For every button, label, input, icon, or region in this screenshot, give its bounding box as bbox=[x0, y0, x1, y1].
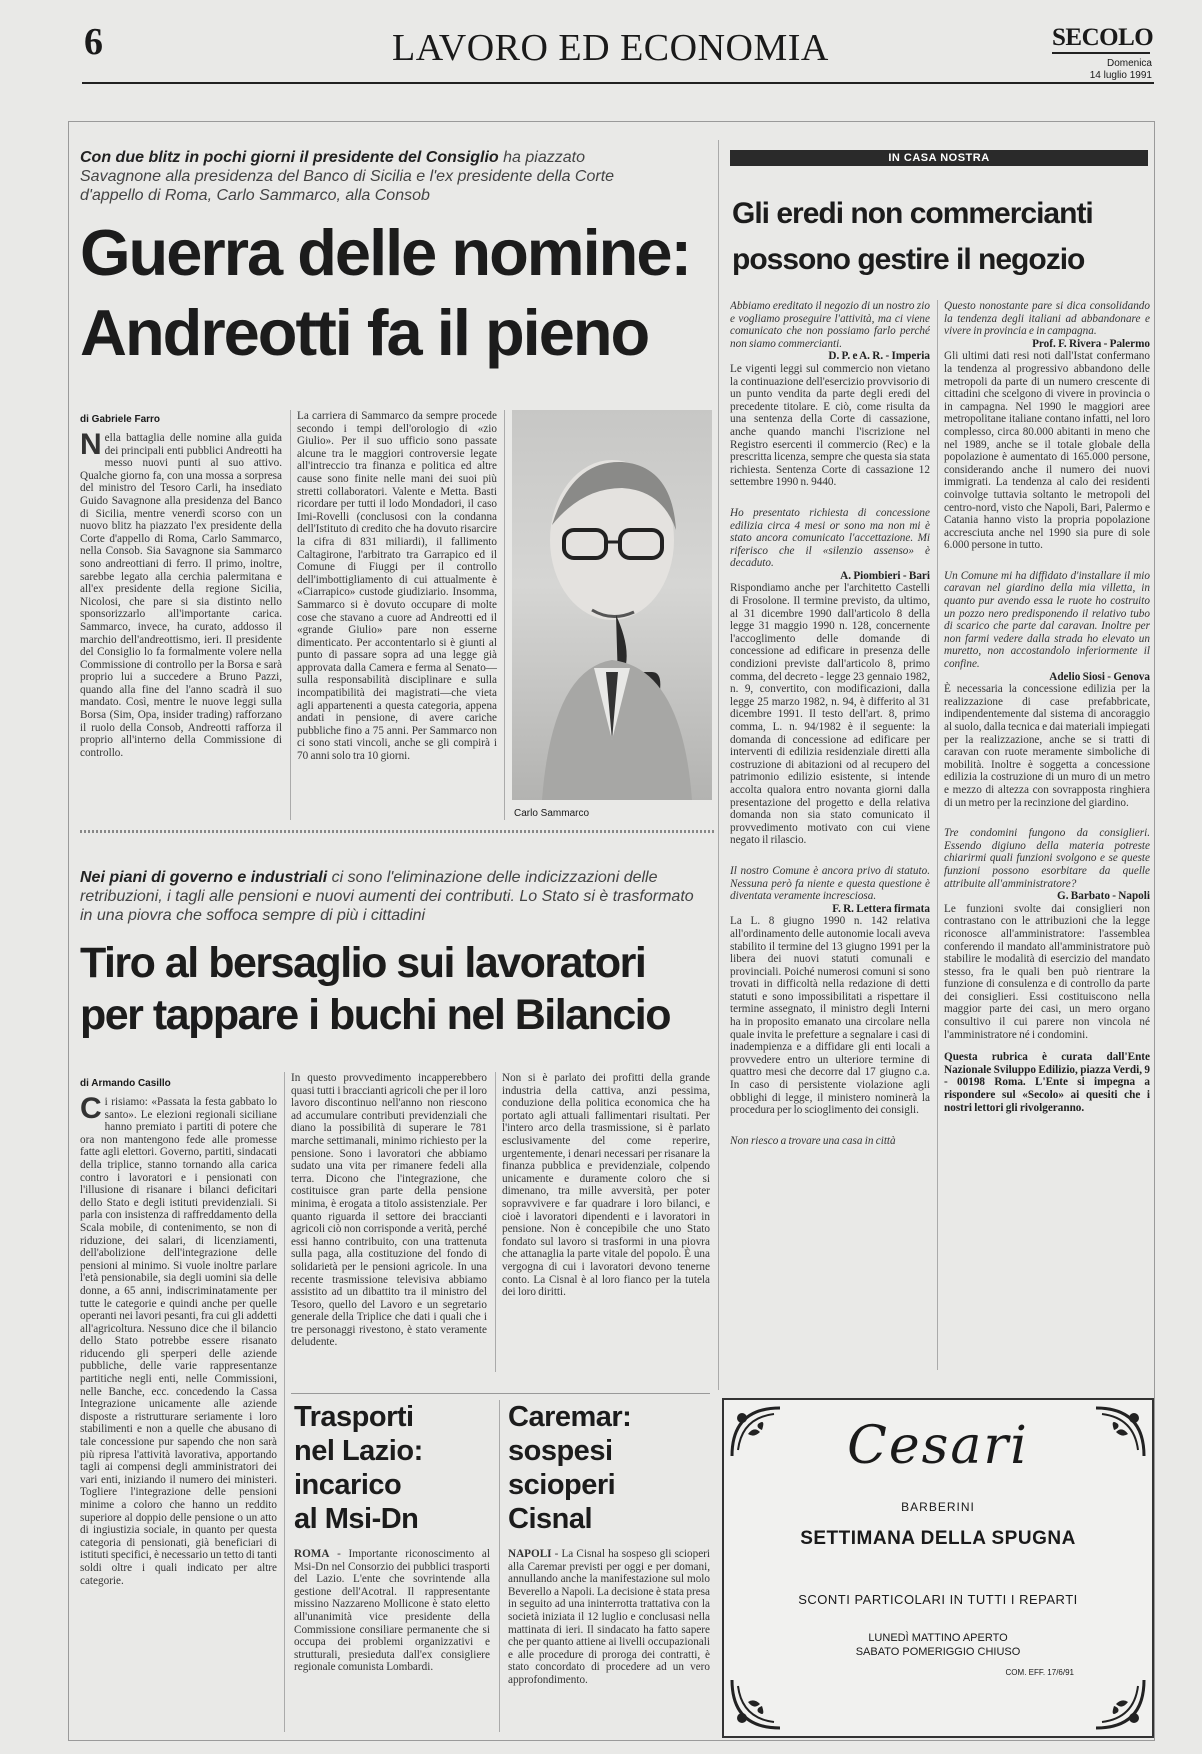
rubrica-col2-answer-3: Le funzioni svolte dai consiglieri non contrastano con le attribuzioni che la legge riconosce all'amministratore: l'assemblea conferendo il mandato all'amministratore può stabilire le modalità di esercizio del mandato stesso, fra le quali ben può rientrare la funzione di consulenza e di controllo da parte dei consiglieri. Essi costituiscono nella maggior parte dei casi, un mero organo consultivo il cui parere non vincola né l'amministratore né i condomini. bbox=[944, 902, 1150, 1041]
bersaglio-col-3: Non si è parlato dei profitti della grande industria della cattiva, anzi pessima, conduzione della politica economica che ha portato agli attuali fallimentari risultati. Per l'intero arco della trasmissione, si è parlato esclusivamente del come reperire, urgentemente, i denari necessari per risanare la finanza pubblica e previdenziale, colpendo unicamente e duramente coloro che si dimenano, tra mille avversità, per poter sopravvivere e far quadrare i loro bilanci, e cioè i lavoratori dipendenti e i lavoratori in pensione. Non è concepibile che uno Stato fondato sul lavoro si trasformi in una piovra che attanaglia la parte vitale del popolo. È una vergogna di cui i lavoratori devono tenerne conto. La Cisnal è al loro fianco per la tutela dei loro diritti. bbox=[502, 1072, 710, 1299]
caremar-body bbox=[508, 1548, 710, 1734]
caremar-body-text: - La Cisnal ha sospeso gli scioperi alla Caremar previsti per oggi e per domani, annullando anche la manifestazione sul molo Beverello a Napoli. La decisione è stata presa in seguito ad una ininterrotta trattativa con la società iniziata il 12 luglio e conclusasi nella mattinata di ieri. Il sindacato ha fatto sapere che per quanto attiene ai livelli occupazionali e alle procedure di proroga dei contratti, è stato concordato di procedere ad un vero approfondimento. bbox=[508, 1548, 710, 1686]
masthead-date: 14 luglio 1991 bbox=[1089, 70, 1152, 81]
caremar-headline-line-1: Caremar: bbox=[508, 1401, 632, 1433]
ad-brand: Cesari bbox=[847, 1416, 1029, 1476]
trasporti-headline-line-2: nel Lazio: bbox=[294, 1435, 423, 1467]
masthead-rule bbox=[82, 82, 1154, 84]
rubrica-signature-2: A. Piombieri - Bari bbox=[840, 569, 930, 582]
bersaglio-col-1-text: i risiamo: «Passata la festa gabbato lo santo». Le elezioni regionali siciliane hanno premiato i partiti di potere che ora non mantengono fede alle promesse fatte agli elettori. Governo, partiti, sindacati della triplice, stanno tornando alla carica contro i lavoratori e i pensionati con l'illusione di risanare i bilanci deficitari dello Stato e degli istituti previdenziali. Si parla con insistenza di raffreddamento della Scala mobile, di contenimento, se non di riduzione, dei salari, di licenziamenti, dell'abolizione dell'integrazione delle pensioni al minimo. Si vuole inoltre parlare l'età pensionabile, sia degli uomini sia delle donne, a 65 anni, indiscriminatamente per tutte le categorie e quindi anche per quelle operanti nei lavori pesanti, fra cui gli addetti all'agricoltura. Nessuno dice che il bilancio dello Stato potrebbe essere risanato riducendo gli sperperi delle aziende pubbliche, delle varie rappresentanze partitiche negli enti, nelle Commissioni, nelle Banche, ecc. concedendo la Cassa Integrazione unicamente alle aziende disposte a ristrutturare seriamente i loro stabilimenti e non a quelle che abusano di tale concessione pur sapendo che non sarà più ripresa l'attività lavorativa, apportando tagli ai compensi degli amministratori dei vari enti, iniziando il numero dei ministeri. Togliere l'integrazione delle pensioni minime a coloro che hanno un reddito superiore al doppio delle pensione o un atto di ingiustizia sociale, in quanto per questa categoria di pensionati, già beneficiari di istituti specifici, è necessario un tetto di tanti soldi oltre i quali indicato per altre categorie. bbox=[80, 1096, 277, 1587]
ad-sub: BARBERINI bbox=[901, 1500, 975, 1514]
caremar-headline bbox=[508, 1400, 631, 1536]
rubrica-col2-question-3: Tre condomini fungono da consiglieri. Essendo digiuno della materia potreste chiarirmi quali funzioni svolgono e se queste funzioni possono esorbitare da quelle attribuite all'amministratore? bbox=[944, 827, 1150, 890]
rubrica-col2-signature-2: Adelio Siosi - Genova bbox=[1049, 670, 1150, 683]
trasporti-headline bbox=[294, 1400, 423, 1536]
nomine-photo-caption: Carlo Sammarco bbox=[514, 808, 590, 819]
rubrica-answer-1: Le vigenti leggi sul commercio non vietano la continuazione dell'esercizio provvisorio di un punto vendita da parte degli eredi del precedente titolare. E ciò, come risulta da una sentenza della Corte di cassazione, anche quando manchi l'iscrizione nel Registro esercenti il commercio (Rec) e la prescritta licenza, sempre che questa sia stata richiesta. Sentenza Corte di cassazione 12 settembre 1990 n. 9440. bbox=[730, 362, 930, 489]
ad-code: COM. EFF. 17/6/91 bbox=[1005, 1668, 1074, 1677]
nomine-byline: di Gabriele Farro bbox=[80, 414, 161, 425]
ad-corner-ornament-icon bbox=[728, 1676, 784, 1732]
section-title: LAVORO ED ECONOMIA bbox=[392, 27, 829, 69]
bersaglio-headline-1: Tiro al bersaglio sui lavoratori bbox=[80, 939, 646, 987]
paper-name: SECOLO bbox=[1052, 24, 1154, 51]
trasporti-headline-line-1: Trasporti bbox=[294, 1401, 414, 1433]
nomine-deck-rest: ha piazzato Savagnone alla presidenza del Banco di Sicilia e l'ex presidente della Corte d'appello di Roma, Carlo Sammarco, alla Consob bbox=[80, 149, 615, 204]
pipe-portrait-photo bbox=[512, 410, 712, 800]
trasporti-top-rule bbox=[291, 1393, 710, 1394]
rubrica-col2-answer-1: Gli ultimi dati resi noti dall'Istat confermano la tendenza al progressivo abbandono delle metropoli da parte di un numero crescente di cittadini che scelgono di vivere in provincia o in campagna. Nel 1990 le maggiori aree metropolitane italiane contano infatti, nel loro complesso, circa 80.000 abitanti in meno che nel 1989, anche se il totale globale della popolazione è aumentato di 165.000 persone, considerando anche il numero dei nuovi immigrati. La tendenza al calo dei residenti coinvolge tuttavia soltanto le metropoli del centro-nord, visto che Napoli, Bari, Palermo e Catania hanno visto la propria popolazione accresciuta anche nel 1990 sia pure di sole 6.000 persone in tutto. bbox=[944, 350, 1150, 552]
masthead-day: Domenica bbox=[1106, 58, 1152, 69]
nomine-headline-2: Andreotti fa il pieno bbox=[80, 296, 649, 369]
cesari-ad bbox=[722, 1398, 1154, 1738]
ad-corner-ornament-icon bbox=[1092, 1676, 1148, 1732]
trasporti-divider bbox=[499, 1400, 500, 1732]
bersaglio-headline-2: per tappare i buchi nel Bilancio bbox=[80, 991, 670, 1039]
bersaglio-byline: di Armando Casillo bbox=[80, 1078, 171, 1089]
nomine-headline-1: Guerra delle nomine: bbox=[80, 216, 691, 289]
masthead-rule-thin bbox=[1052, 52, 1150, 54]
nomine-dropcap: N bbox=[80, 432, 102, 461]
ad-hours-1: LUNEDÌ MATTINO APERTO bbox=[868, 1632, 1008, 1644]
nomine-photo bbox=[512, 410, 712, 800]
nomine-col-1-text: ella battaglia delle nomine alla guida dei principali enti pubblici Andreotti ha messo nuovi punti al suo attivo. Qualche giorno fa, con una mossa a sorpresa del ministro del Tesoro Carli, ha insediato Guido Savagnone alla presidenza del Banco di Sicilia, mentre venerdì scorso con un nuovo blitz ha piazzato l'ex presidente della Corte d'appello di Roma, Carlo Sammarco, nella Consob. Sia Savagnone sia Sammarco sono andreottiani di ferro. Il primo, inoltre, sarebbe legato alla cerchia palermitana e all'ex presidente della regione Sicilia, Nicolosi, che pare si sia distinto nello sponsorizzarlo all'importante carica. Sammarco, invece, ha curato, addosso il marchio dell'andreottismo, ieri. Il presidente del Consiglio lo fa formalmente volere nella Commissione di controllo per la Borsa e sarà proprio lui a succedere a Bruno Pazzi, quando alla fine del l'anno scadrà il suo mandato. Così, mentre le nuove leggi sulla Borsa (Sim, Opa, insider trading) rafforzano il ruolo della Consob, Andreotti rafforza il proprio all'interno della Commissione di controllo. bbox=[80, 432, 282, 759]
rubrica-col2-question-1: Questo nonostante pare si dica consolidando la tendenza degli italiani ad abbandonare e vivere in provincia e in campagna. bbox=[944, 300, 1150, 338]
bersaglio-col-1 bbox=[80, 1096, 277, 1732]
bersaglio-col-divider-1 bbox=[284, 1072, 285, 1732]
bersaglio-deck-rest: ci sono l'eliminazione delle indicizzazioni delle retribuzioni, i tagli alle pensioni e nuovi aumenti dei contributi. Lo Stato si è trasformato in una piovra che soffoca sempre di più i cittadini bbox=[80, 869, 694, 924]
caremar-headline-line-3: scioperi bbox=[508, 1469, 616, 1501]
main-column-divider bbox=[718, 140, 719, 1390]
caremar-headline-line-2: sospesi bbox=[508, 1435, 613, 1467]
trasporti-body bbox=[294, 1548, 490, 1734]
nomine-deck bbox=[80, 148, 640, 205]
caremar-headline-line-4: Cisnal bbox=[508, 1503, 593, 1535]
rubrica-col2-question-2: Un Comune mi ha diffidato d'installare il mio caravan nel giardino della mia villetta, in quanto pur avendo essa le ruote ho costruito un pozzo nero predisponendo il relativo tubo di scarico che parte dal caravan. Inoltre per non farmi vedere dalla strada ho elevato un muretto, non accostandolo inferiormente il confine. bbox=[944, 569, 1150, 671]
page-number: 6 bbox=[84, 21, 103, 63]
ad-offer: SCONTI PARTICOLARI IN TUTTI I REPARTI bbox=[798, 1592, 1078, 1607]
rubrica-signature-1: D. P. e A. R. - Imperia bbox=[828, 350, 930, 363]
rubrica-col-divider bbox=[937, 300, 938, 1370]
rubrica-question-4: Non riesco a trovare una casa in città bbox=[730, 1134, 896, 1147]
rubrica-question-3: Il nostro Comune è ancora privo di statuto. Nessuna però fa niente e questa questione è diventata veramente incresciosa. bbox=[730, 864, 930, 903]
rubrica-label: IN CASA NOSTRA bbox=[730, 150, 1148, 166]
rubrica-col2-answer-2: È necessaria la concessione edilizia per la realizzazione di case prefabbricate, indipendentemente dal sistema di ancoraggio al suolo, dalla tecnica e dai materiali impiegati per la realizzazione, anche se si tratti di caravan con ruote meramente simboliche di mobilità. Inoltre è soggetta a concessione edilizia la costruzione di un muro di un metro e mezzo di altezza con sovrapposta ringhiera di un metro per la recinzione del giardino. bbox=[944, 683, 1150, 809]
bersaglio-col-2: In questo provvedimento incapperebbero quasi tutti i braccianti agricoli che per il loro lavoro discontinuo nell'anno non riescono ad accumulare contributi previdenziali che diano la possibilità di superare le 781 marche settimanali, minimo richiesto per la pensione. Sono i lavoratori che abbiamo sudato una vita per rimanere fedeli alla terra. Dicono che l'integrazione, che costituisce gran parte della pensione minima, è erogata a titolo assistenziale. Per quanto riguarda il settore dei braccianti agricoli ciò non corrisponde a verità, perché essi hanno contribuito, con una trattenuta sulla paga, alla costituzione del fondo di solidarietà per le pensioni agricole. In una recente trasmissione televisiva abbiamo assistito ad un dibattito tra il ministro del Tesoro, quello del Lavoro e un segretario generale della Triplice che dati i quali che i tre personaggi rivestono, è stato veramente deludente. bbox=[291, 1072, 487, 1349]
section-divider-1 bbox=[80, 830, 714, 833]
nomine-col-1 bbox=[80, 432, 282, 820]
rubrica-signature-3: F. R. Lettera firmata bbox=[832, 902, 930, 915]
rubrica-headline-1: Gli eredi non commercianti bbox=[732, 197, 1093, 230]
rubrica-answer-2: Rispondiamo anche per l'architetto Castelli di Frosolone. Il termine previsto, da ultimo, al 31 dicembre 1990 dall'articolo 8 della legge 31 maggio 1990 n. 128, concernente l'accoglimento delle domande di concessione ad edificare in presenza delle condizioni previste dall'articolo 8, primo comma, del decreto - legge 23 gennaio 1982, n. 9, convertito, con modificazioni, dalla legge 25 marzo 1982, n. 94, è differito al 31 dicembre 1991. Il testo dell'art. 8, primo comma, L. n. 94/1982 è il seguente: la domanda di concessione ad edificare per interventi di edilizia residenziale diretti alla costruzione di abitazioni od al recupero del patrimonio edilizio esistente, si intende accolta qualora entro novanta giorni dalla presentazione del progetto e della relativa domanda non sia stato comunicato il provvedimento motivato con cui viene negato il rilascio. bbox=[730, 582, 930, 847]
trasporti-headline-line-3: incarico bbox=[294, 1469, 402, 1501]
masthead bbox=[0, 0, 1202, 80]
rubrica-col-2 bbox=[944, 300, 1150, 1386]
trasporti-dateline: ROMA bbox=[294, 1548, 330, 1560]
rubrica-headline-2: possono gestire il negozio bbox=[732, 243, 1085, 276]
rubrica-footer: Questa rubrica è curata dall'Ente Nazionale Sviluppo Edilizio, piazza Verdi, 9 - 00198 Roma. L'Ente si impegna a rispondere sul «Secolo» ai quesiti che i nostri lettori gli rivolgeranno. bbox=[944, 1051, 1150, 1114]
caremar-dateline: NAPOLI bbox=[508, 1548, 552, 1560]
rubrica-col2-signature-3: G. Barbato - Napoli bbox=[1057, 890, 1150, 903]
bersaglio-col-divider-2 bbox=[495, 1072, 496, 1372]
rubrica-question-1: Abbiamo ereditato il negozio di un nostro zio e vogliamo proseguire l'attività, ma ci viene comunicato che non possiamo farlo perché non siamo commercianti. bbox=[730, 300, 930, 350]
bersaglio-deck bbox=[80, 868, 710, 925]
rubrica-question-2: Ho presentato richiesta di concessione edilizia circa 4 mesi or sono ma non mi è stato ancora comunicato l'accettazione. Mi riferisco che il «silenzio assenso» è decaduto. bbox=[730, 506, 930, 570]
bersaglio-deck-bold: Nei piani di governo e industriali bbox=[80, 869, 328, 886]
trasporti-headline-line-4: al Msi-Dn bbox=[294, 1503, 419, 1535]
nomine-col-divider-2 bbox=[504, 410, 505, 820]
trasporti-body-text: - Importante riconoscimento al Msi-Dn nel Consorzio dei pubblici trasporti del Lazio. L'ente che sovrintende alla gestione dell'Acotral. Il rappresentante missino Nazzareno Mollicone è stato eletto all'unanimità vice presidente della Commissione consiliare permanente che si occupa dei problemi organizzativi e strutturali, presieduta dall'ex consigliere regionale comunista Lombardi. bbox=[294, 1548, 490, 1674]
rubrica-answer-3: La L. 8 giugno 1990 n. 142 relativa all'ordinamento delle autonomie locali aveva stabilito il termine del 13 giugno 1991 per la libera dei nuovi statuti comunali e provinciali. Poiché numerosi comuni si sono trovati in difficoltà nella redazione di detti statuti e sono impossibilitati a rispettare il termine assegnato, il ministro degli Interni ha in proposito emanato una circolare nella quale invita le prefetture a segnalare i casi di inadempienza e a diffidare gli enti locali a provvedere entro un ulteriore termine di quattro mesi che decorre dal 17 giugno c.a. In caso di persistente violazione agli obblighi di legge, il ministero nominerà la procedura per lo scioglimento dei consigli. bbox=[730, 915, 930, 1117]
nomine-col-2: La carriera di Sammarco da sempre procede secondo i tempi dell'orologio di «zio Giulio». Per il suo ufficio sono passate alcune tra le maggiori controversie legate all'intreccio tra finanza e politica ed altre cause sono finite nelle mani dei suoi più stretti collaboratori. Valente e Metta. Basti ricordare per tutti il lodo Mondadori, il caso Imi-Rovelli (conclusosi con la condanna dell'Istituto di credito che ha dovuto risarcire la cifra di 831 miliardi), il fallimento Caltagirone, l'arbitrato tra Garrapico ed il Comune di Fiuggi per il controllo dell'imbottigliamento di cui attualmente è «Ciarrapico» custode giudiziario. Insomma, Sammarco si è dovuto occupare di molte cose che stavano a cuore ad Andreotti ed il «grande Giulio» pare non esserne dimenticato. Per accontentarlo si è giunti al punto di passare sopra ad una legge già approvata dalla Camera e ferma al Senato—sulla responsabilità disciplinare e sulla incompatibilità dei magistrati—che vieta agli appartenenti a questa categoria, appena andati in pensione, di avere cariche pubbliche fino a 75 anni. Per Sammarco non ci sono stati vincoli, anche se gli compirà i 70 anni solo tra 10 giorni. bbox=[297, 410, 497, 763]
ad-title: SETTIMANA DELLA SPUGNA bbox=[800, 1528, 1076, 1549]
nomine-deck-bold: Con due blitz in pochi giorni il presidente del Consiglio bbox=[80, 149, 499, 166]
rubrica-col2-signature-1: Prof. F. Rivera - Palermo bbox=[1032, 337, 1150, 350]
nomine-col-divider-1 bbox=[290, 410, 291, 820]
ad-hours-2: SABATO POMERIGGIO CHIUSO bbox=[855, 1646, 1021, 1658]
bersaglio-dropcap: C bbox=[80, 1096, 102, 1125]
